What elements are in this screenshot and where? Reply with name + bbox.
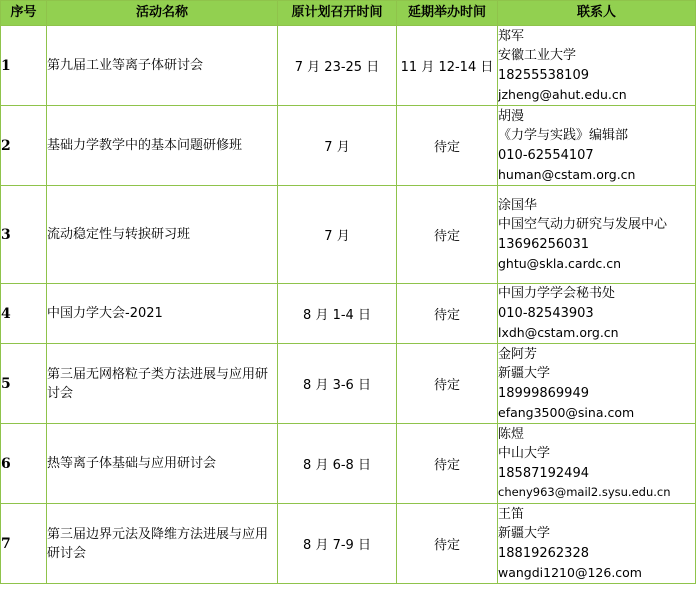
original-time: 7 月 23-25 日 bbox=[278, 26, 397, 106]
contact-org: 《力学与实践》编辑部 bbox=[498, 128, 629, 143]
event-name: 流动稳定性与转捩研习班 bbox=[47, 186, 278, 284]
contact-phone: 18999869949 bbox=[498, 385, 589, 401]
contact-cell bbox=[498, 26, 696, 106]
header-contact: 联系人 bbox=[498, 1, 696, 26]
row-index: 6 bbox=[1, 424, 47, 504]
table-row bbox=[1, 424, 696, 504]
contact-cell bbox=[498, 504, 696, 584]
postponed-time: 待定 bbox=[397, 186, 498, 284]
contact-phone: 010-62554107 bbox=[498, 147, 594, 163]
original-time: 8 月 6-8 日 bbox=[278, 424, 397, 504]
contact-person: 陈煜 bbox=[498, 426, 525, 442]
contact-cell bbox=[498, 106, 696, 186]
row-index: 7 bbox=[1, 504, 47, 584]
header-row bbox=[1, 1, 696, 26]
contact-phone: 010-82543903 bbox=[498, 305, 594, 321]
contact-org: 中国力学学会秘书处 bbox=[498, 286, 616, 302]
postponed-time: 待定 bbox=[397, 284, 498, 344]
contact-org: 安徽工业大学 bbox=[498, 48, 577, 63]
original-time: 7 月 bbox=[278, 186, 397, 284]
contact-email[interactable]: lxdh@cstam.org.cn bbox=[498, 325, 619, 341]
table-row bbox=[1, 504, 696, 584]
contact-phone: 18255538109 bbox=[498, 67, 589, 83]
event-name: 第三届无网格粒子类方法进展与应用研讨会 bbox=[47, 344, 278, 424]
postponed-time: 待定 bbox=[397, 504, 498, 584]
contact-phone: 18587192494 bbox=[498, 465, 589, 481]
postponed-time: 待定 bbox=[397, 344, 498, 424]
postponed-time: 待定 bbox=[397, 106, 498, 186]
postponed-time: 11 月 12-14 日 bbox=[397, 26, 498, 106]
original-time: 8 月 3-6 日 bbox=[278, 344, 397, 424]
row-index: 1 bbox=[1, 26, 47, 106]
contact-org: 中国空气动力研究与发展中心 bbox=[498, 217, 668, 232]
header-name: 活动名称 bbox=[47, 1, 278, 26]
contact-email[interactable]: ghtu@skla.cardc.cn bbox=[498, 256, 622, 271]
table-row bbox=[1, 186, 696, 284]
contact-cell bbox=[498, 186, 696, 284]
event-name: 中国力学大会-2021 bbox=[47, 284, 278, 344]
contact-phone: 18819262328 bbox=[498, 545, 589, 561]
event-name: 基础力学教学中的基本问题研修班 bbox=[47, 106, 278, 186]
contact-email[interactable]: jzheng@ahut.edu.cn bbox=[498, 87, 627, 102]
contact-person: 郑军 bbox=[498, 28, 525, 44]
contact-email[interactable]: efang3500@sina.com bbox=[498, 405, 635, 420]
event-name: 热等离子体基础与应用研讨会 bbox=[47, 424, 278, 504]
original-time: 7 月 bbox=[278, 106, 397, 186]
contact-org: 中山大学 bbox=[498, 446, 551, 461]
contact-cell bbox=[498, 284, 696, 344]
contact-phone: 13696256031 bbox=[498, 236, 589, 252]
contact-org: 新疆大学 bbox=[498, 366, 551, 381]
original-time: 8 月 7-9 日 bbox=[278, 504, 397, 584]
contact-cell bbox=[498, 424, 696, 504]
contact-email[interactable]: human@cstam.org.cn bbox=[498, 167, 636, 182]
contact-cell bbox=[498, 344, 696, 424]
table-row bbox=[1, 284, 696, 344]
contact-person: 涂国华 bbox=[498, 197, 538, 213]
contact-person: 胡漫 bbox=[498, 108, 525, 124]
table-row bbox=[1, 344, 696, 424]
header-original-time: 原计划召开时间 bbox=[278, 1, 397, 26]
contact-email[interactable]: wangdi1210@126.com bbox=[498, 565, 642, 580]
original-time: 8 月 1-4 日 bbox=[278, 284, 397, 344]
contact-email[interactable]: cheny963@mail2.sysu.edu.cn bbox=[498, 485, 671, 499]
table-row bbox=[1, 106, 696, 186]
postponed-time: 待定 bbox=[397, 424, 498, 504]
row-index: 4 bbox=[1, 284, 47, 344]
contact-org: 新疆大学 bbox=[498, 526, 551, 541]
event-name: 第三届边界元法及降维方法进展与应用研讨会 bbox=[47, 504, 278, 584]
header-index: 序号 bbox=[1, 1, 47, 26]
row-index: 3 bbox=[1, 186, 47, 284]
header-postponed-time: 延期举办时间 bbox=[397, 1, 498, 26]
row-index: 5 bbox=[1, 344, 47, 424]
contact-person: 王笛 bbox=[498, 506, 525, 522]
contact-person: 金阿芳 bbox=[498, 346, 538, 362]
table-row bbox=[1, 26, 696, 106]
event-name: 第九届工业等离子体研讨会 bbox=[47, 26, 278, 106]
row-index: 2 bbox=[1, 106, 47, 186]
